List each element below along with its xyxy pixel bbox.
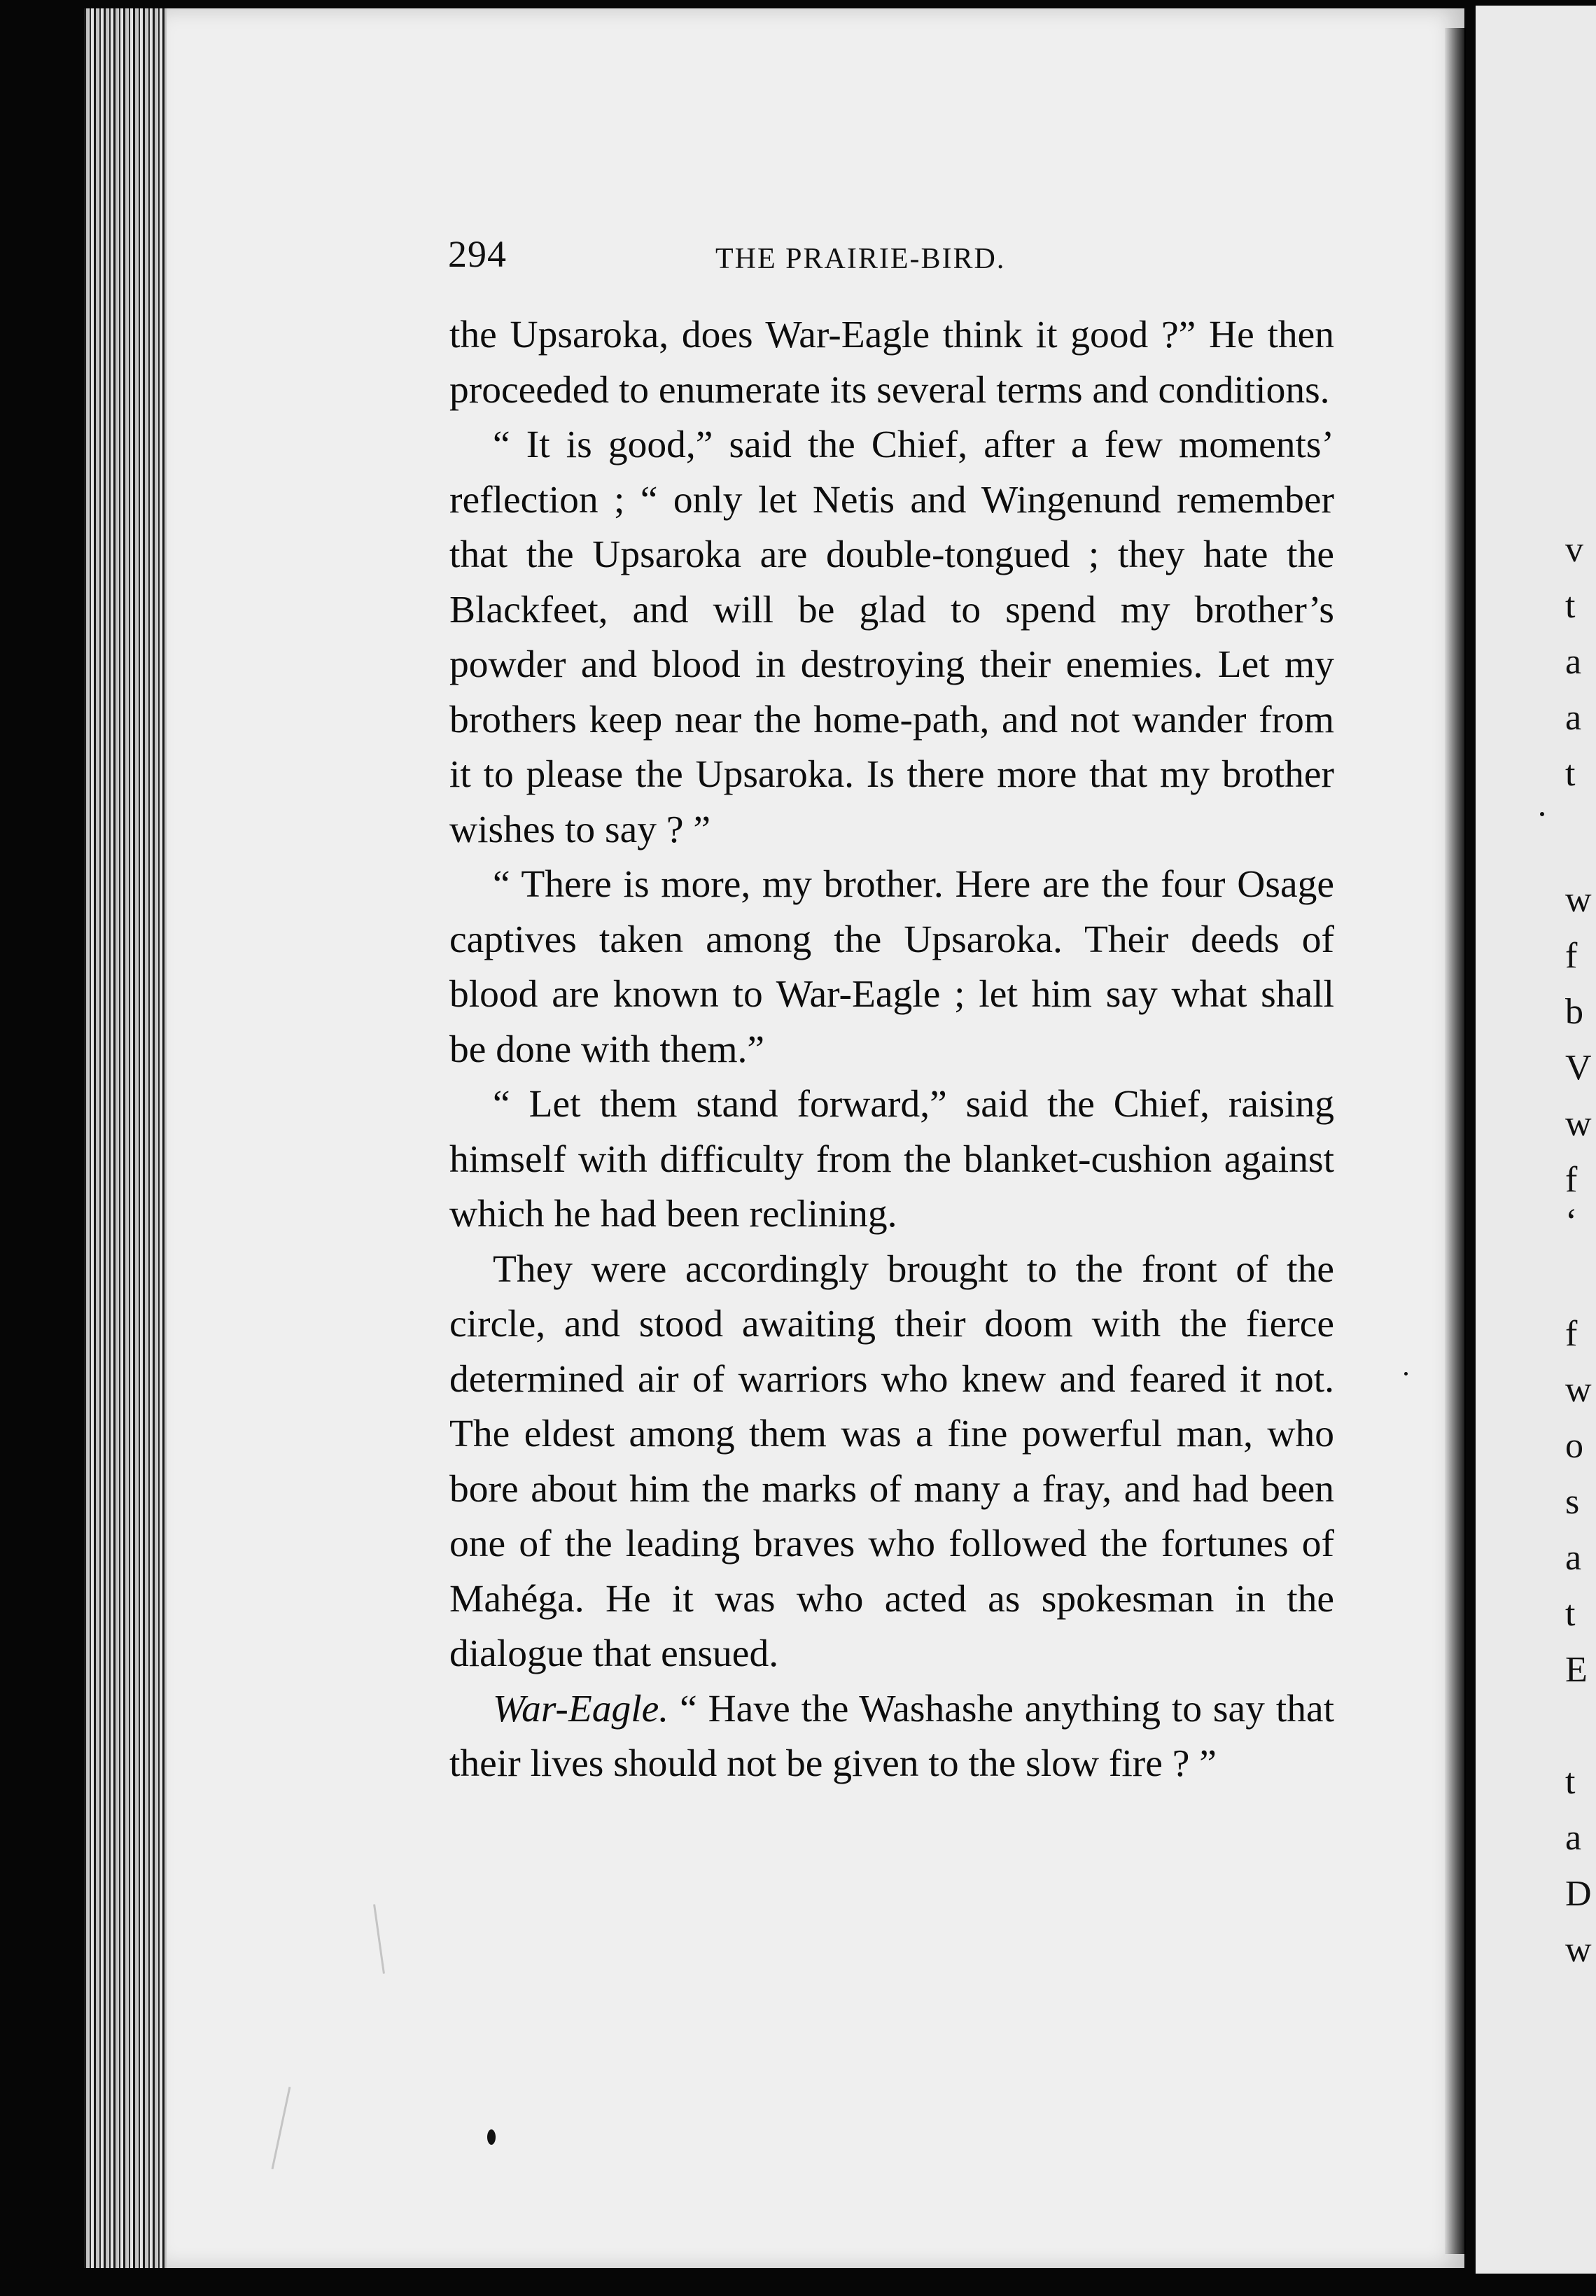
paragraph: the Upsaroka, does War-Eagle think it good ?” He then proceeded to enumerate its several terms and conditions. (449, 314, 1334, 412)
paragraph-dialogue (449, 1682, 1334, 1792)
page-number: 294 (448, 233, 507, 275)
fragment: V (1565, 1048, 1592, 1088)
paragraph: “ Let them stand forward,” said the Chief, raising himself with difficulty from the blanket-cushion against which he had been reclining. (449, 1083, 1334, 1236)
body-text (449, 308, 1334, 1792)
fragment: t (1565, 1594, 1576, 1634)
fragment: t (1565, 586, 1576, 626)
dialogue-text: “ Have the Washashe anything to say that their lives should not be given to the slow fire ? ” (449, 1687, 1334, 1785)
fragment: w (1565, 1370, 1592, 1410)
book-gutter (1445, 28, 1466, 2254)
fragment: v (1565, 530, 1583, 570)
speaker-name: War-Eagle. (493, 1687, 669, 1730)
fragment: f (1565, 1160, 1578, 1200)
ink-speck (487, 2129, 496, 2145)
fragment: E (1565, 1650, 1588, 1690)
fragment: w (1565, 880, 1592, 920)
book-page-edges (84, 8, 168, 2268)
fragment: s (1565, 1482, 1580, 1522)
fragment: w (1565, 1104, 1592, 1144)
paragraph: They were accordingly brought to the front of the circle, and stood awaiting their doom with the fierce determined air of warriors who knew and feared it not. The eldest among them was a fine powerful man, who bore about him the marks of many a fray, and had been one of the leading braves who followed the fortunes of Mahéga. He it was who acted as spokesman in the dialogue that ensued. (449, 1247, 1334, 1675)
fragment: w (1565, 1930, 1592, 1970)
fragment: f (1565, 1314, 1578, 1354)
fragment: a (1565, 698, 1582, 738)
ink-speck (1540, 812, 1544, 816)
ink-speck (1404, 1372, 1408, 1376)
facing-page-fragments (1565, 0, 1596, 2296)
fragment: f (1565, 936, 1578, 976)
fragment: a (1565, 1818, 1582, 1858)
fragment: o (1565, 1426, 1583, 1466)
running-head: THE PRAIRIE-BIRD. (715, 243, 1006, 275)
paragraph: “ There is more, my brother. Here are the four Osage captives taken among the Upsaroka. Their deeds of blood are known to War-Eagle ; let him say what shall be done with them.” (449, 863, 1334, 1071)
fragment: a (1565, 642, 1582, 682)
fragment: D (1565, 1874, 1592, 1914)
fragment: a (1565, 1538, 1582, 1578)
fragment: ‘ (1565, 1202, 1578, 1242)
fragment: t (1565, 1762, 1576, 1802)
paragraph: “ It is good,” said the Chief, after a few moments’ reflection ; “ only let Netis and Wingenund remember that the Upsaroka are double-tongued ; they hate the Blackfeet, and will be glad to spend my brother’s powder and blood in destroying their enemies. Let my brothers keep near the home-path, and not wander from it to please the Upsaroka. Is there more that my brother wishes to say ? ” (449, 424, 1334, 851)
fragment: b (1565, 992, 1583, 1032)
fragment: t (1565, 754, 1576, 794)
